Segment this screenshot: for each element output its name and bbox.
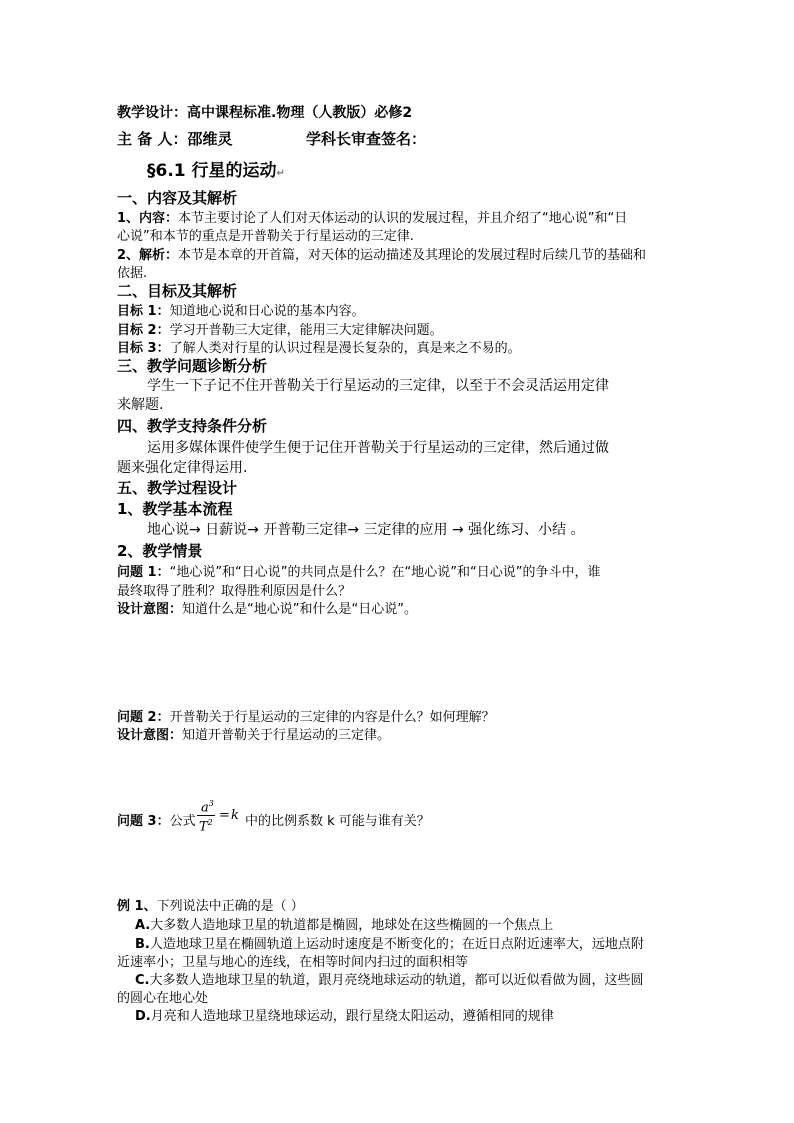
content-line2: 心说”和本节的重点是开普勒关于行星运动的三定律.: [117, 229, 414, 244]
section5-heading: 五、教学过程设计: [117, 479, 238, 497]
section2-heading: 二、目标及其解析: [117, 282, 238, 300]
author-name: 邵维灵: [187, 130, 233, 148]
option-d: D.月亮和人造地球卫星绕地球运动，跟行星绕太阳运动，遵循相同的规律: [135, 1009, 554, 1024]
question1-line2: 最终取得了胜利？取得胜利原因是什么？: [117, 584, 352, 599]
scene-heading: 2、教学情景: [117, 542, 203, 560]
question2-intent: 设计意图：知道开普勒关于行星运动的三定律。: [117, 728, 391, 743]
example-stem: 例 1、下列说法中正确的是（ ）: [117, 899, 304, 914]
option-b: B.人造地球卫星在椭圆轨道上运动时速度是不断变化的；在近日点附近速率大，远地点附: [135, 937, 644, 952]
flow-heading: 1、教学基本流程: [117, 500, 233, 518]
section3-heading: 三、教学问题诊断分析: [117, 357, 268, 375]
section1-heading: 一、内容及其解析: [117, 189, 238, 207]
author-label: 主 备 人：: [117, 130, 188, 148]
formula-denominator: $T^2$: [199, 818, 213, 835]
author-line: [117, 128, 232, 149]
option-a: A.大多数人造地球卫星的轨道都是椭圆，地球处在这些椭圆的一个焦点上: [135, 918, 554, 933]
kepler-formula: [197, 797, 239, 837]
lesson-title: §6.1 行星的运动↵: [147, 161, 285, 181]
option-c-line2: 的圆心在地心处: [117, 991, 209, 1006]
section4-line2: 题来强化定律得运用.: [117, 460, 248, 476]
formula-equals: =: [219, 808, 230, 823]
goal-item: 目标 3：了解人类对行星的认识过程是漫长复杂的，真是来之不易的。: [117, 341, 521, 356]
formula-rhs: k: [231, 808, 239, 823]
option-c: C.大多数人造地球卫星的轨道，跟月亮绕地球运动的轨道，都可以近似看做为圆，这些圆: [135, 973, 644, 988]
goal-item: 目标 1：知道地心说和日心说的基本内容。: [117, 304, 365, 319]
question2-line1: 问题 2：开普勒关于行星运动的三定律的内容是什么？如何理解？: [117, 710, 495, 725]
fraction-bar: [197, 815, 215, 816]
goal-item: 目标 2：学习开普勒三大定律，能用三大定律解决问题。: [117, 323, 443, 338]
reviewer-label: 学科长审查签名：: [306, 130, 427, 148]
analysis-line1: 2、解析：本节是本章的开首篇，对天体的运动描述及其理论的发展过程时后续几节的基础和: [117, 248, 647, 263]
question1-intent: 设计意图：知道什么是“地心说”和什么是“日心说”。: [117, 602, 417, 617]
return-mark-icon: ↵: [276, 168, 285, 179]
section4-line1: 运用多媒体课件使学生便于记住开普勒关于行星运动的三定律，然后通过做: [147, 440, 609, 456]
section4-heading: 四、教学支持条件分析: [117, 417, 268, 435]
flow-line: 地心说→ 日薪说→ 开普勒三定律→ 三定律的应用 → 强化练习、小结 。: [147, 522, 585, 538]
section3-line1: 学生一下子记不住开普勒关于行星运动的三定律，以至于不会灵活运用定律: [147, 378, 609, 394]
question3-suffix: 中的比例系数 k 可能与谁有关？: [245, 814, 430, 829]
option-b-line2: 近速率小；卫星与地心的连线，在相等时间内扫过的面积相等: [117, 955, 469, 970]
question1-line1: 问题 1：“地心说”和“日心说”的共同点是什么？在“地心说”和“日心说”的争斗中，谁: [117, 565, 601, 580]
formula-numerator: $a^3$: [201, 799, 214, 816]
question3-prefix: 问题 3：公式: [117, 814, 196, 829]
analysis-line2: 依据.: [117, 266, 148, 281]
section3-line2: 来解题.: [117, 397, 164, 413]
course-title: 教学设计：高中课程标准.物理（人教版）必修2: [117, 105, 413, 121]
content-line1: 1、内容：本节主要讨论了人们对天体运动的认识的发展过程，并且介绍了“地心说”和“日: [117, 211, 628, 226]
